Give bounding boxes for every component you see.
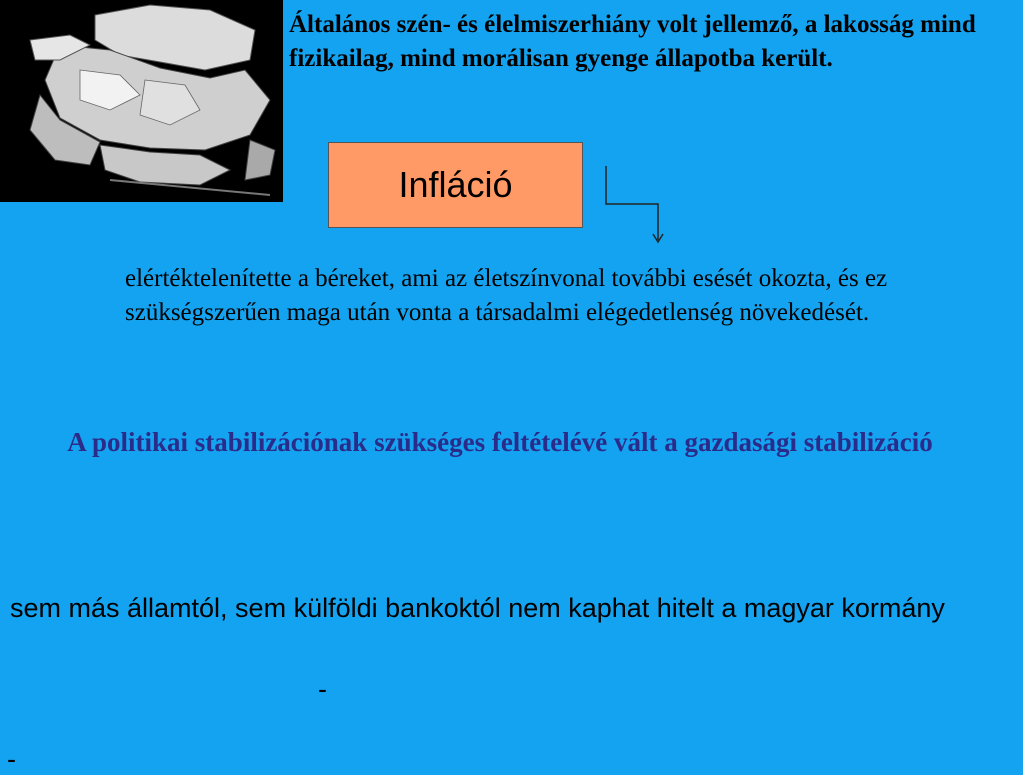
credit-text: sem más államtól, sem külföldi bankoktól nem kaphat hitelt a magyar kormány [10, 593, 945, 623]
dash-bottom: - [7, 744, 16, 774]
hungary-map-icon [0, 0, 283, 202]
inflation-box [328, 142, 583, 228]
inflation-label: Infláció [398, 164, 513, 205]
conclusion-text: A politikai stabilizációnak szükséges feltételévé vált a gazdasági stabilizáció [67, 427, 933, 457]
dash-mid: - [318, 674, 327, 704]
map-image [0, 0, 283, 202]
effect-text: elértéktelenítette a béreket, ami az életszínvonal további esését okozta, és ez szükségszerűen maga után vonta a társadalmi elégedetlenség növekedését. [125, 265, 888, 326]
intro-text: Általános szén- és élelmiszerhiány volt jellemző, a lakosság mind fizikailag, mind morálisan gyenge állapotba került. [289, 11, 976, 72]
arrow-down-right-icon [600, 162, 670, 247]
